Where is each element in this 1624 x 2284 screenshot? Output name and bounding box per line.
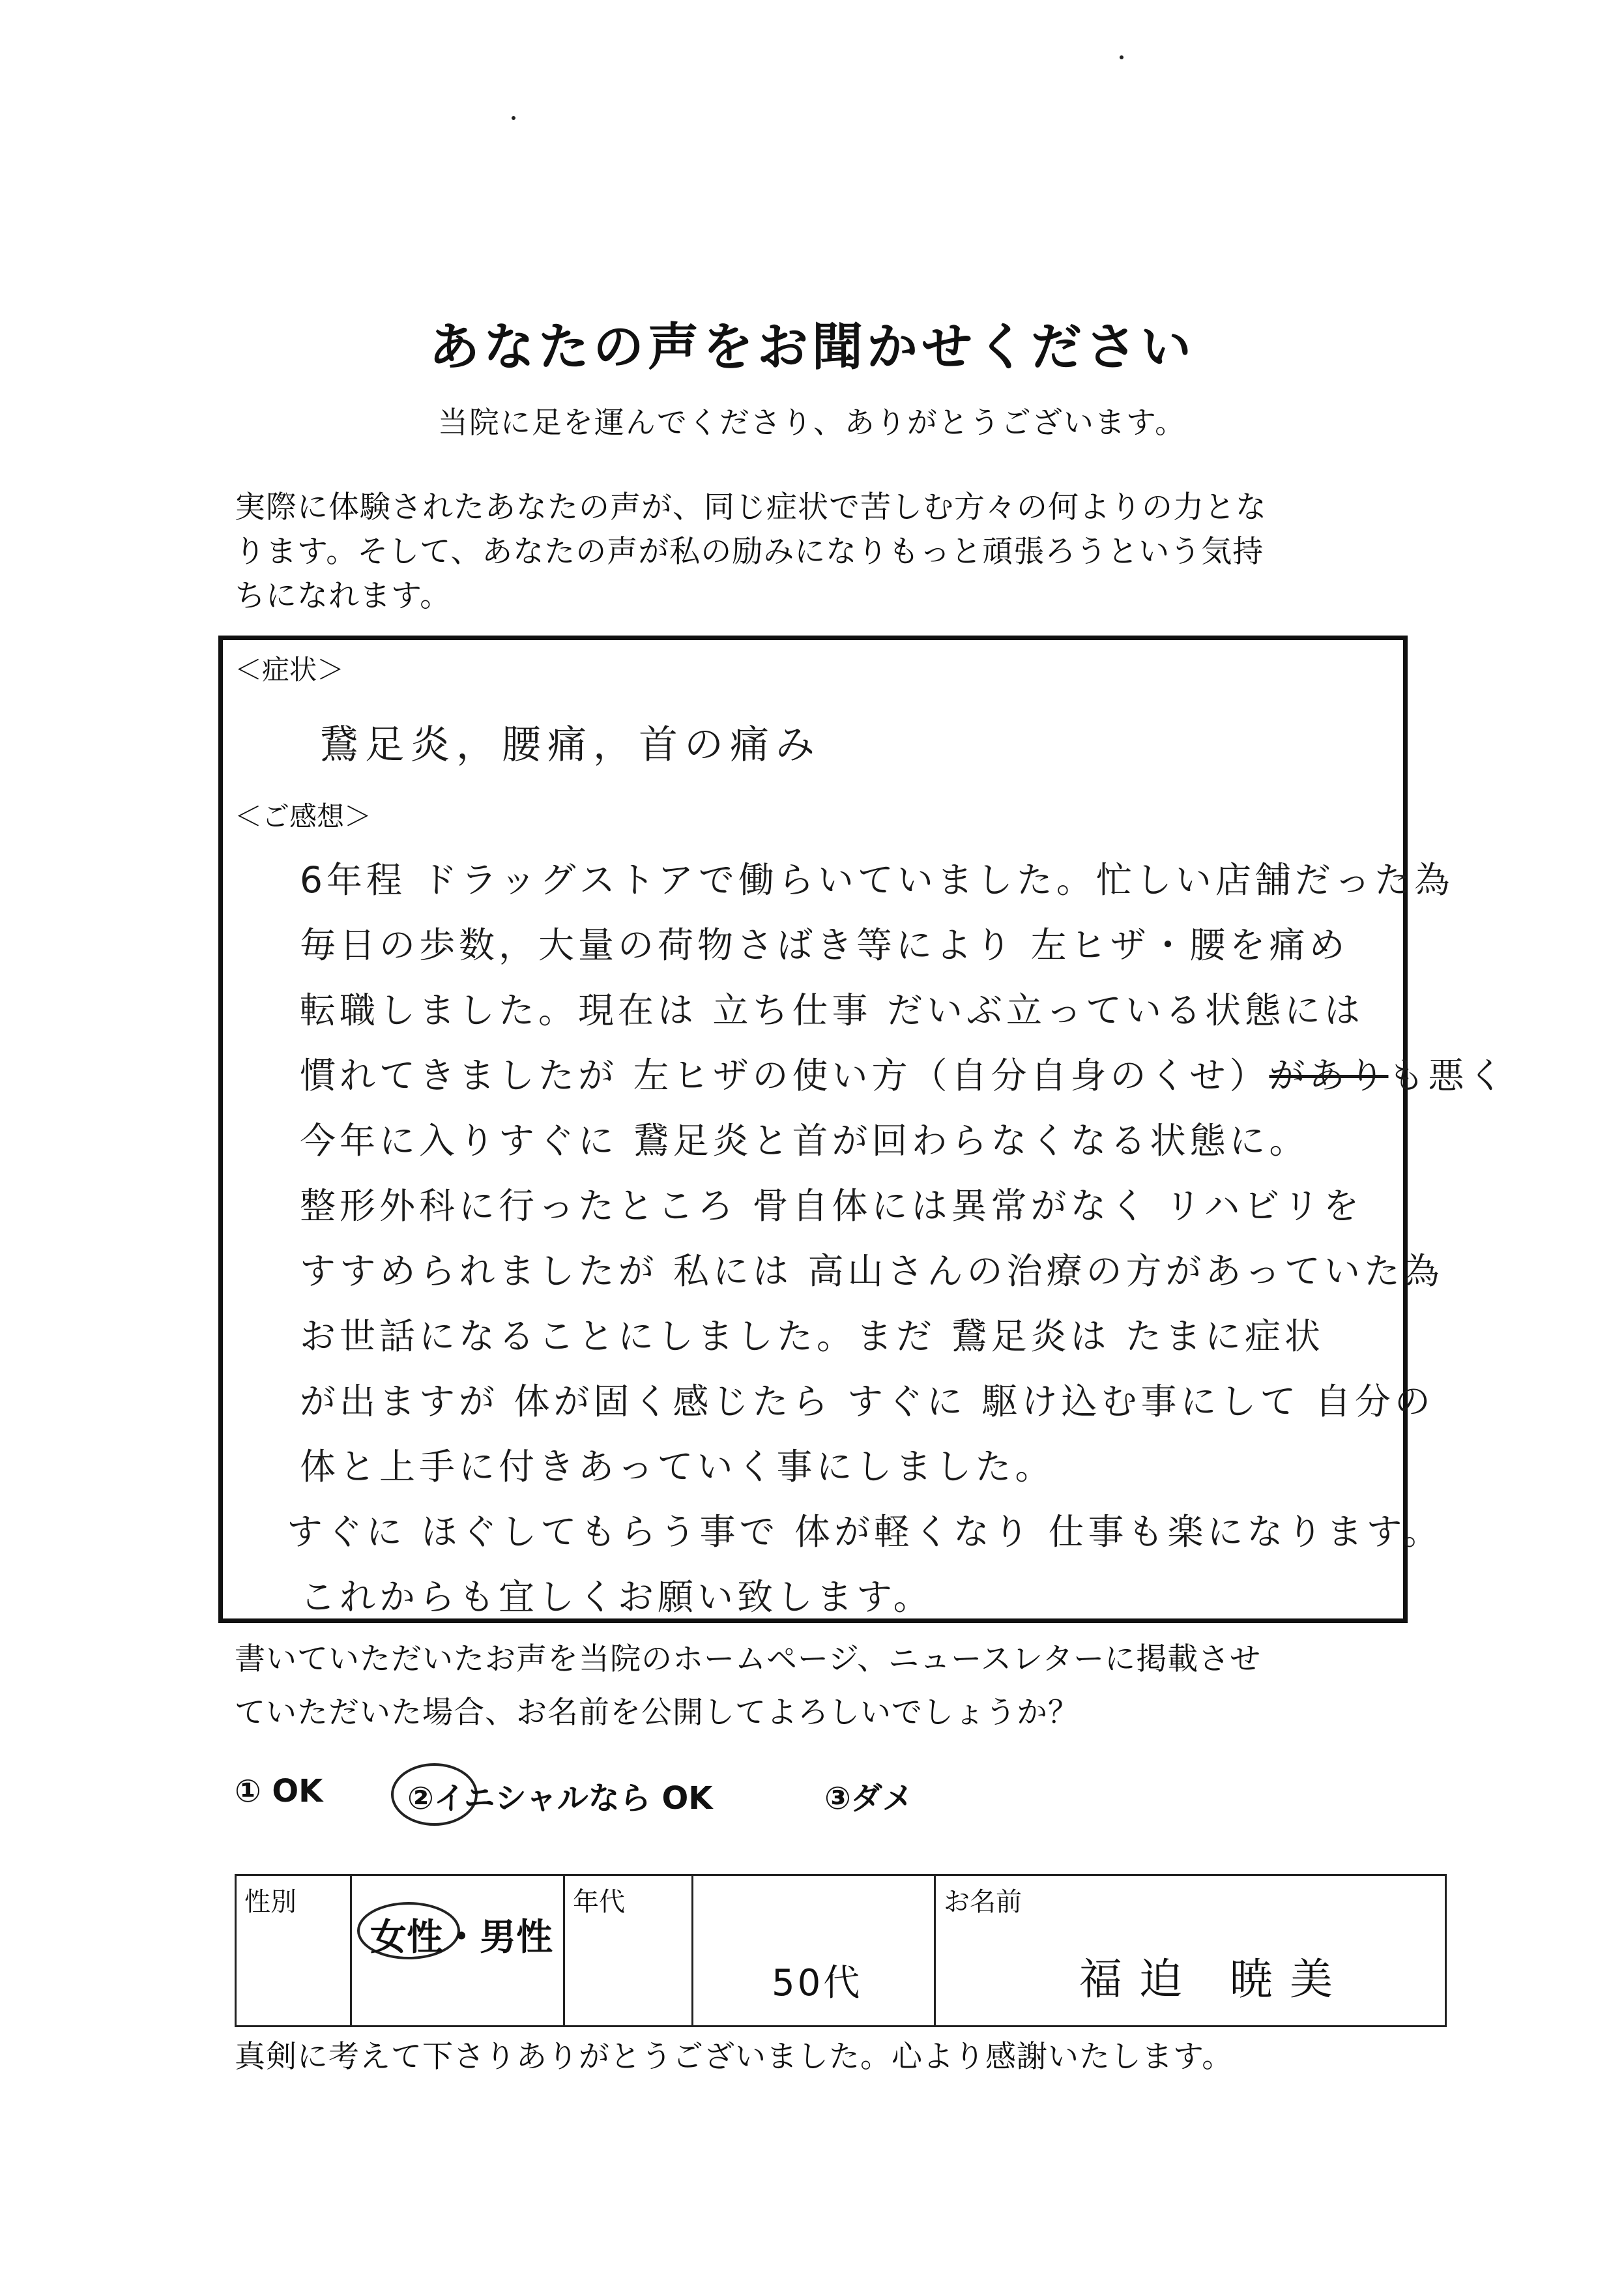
impressions-line: すすめられましたが 私には 高山さんの治療の方があっていた為	[300, 1250, 1443, 1292]
scan-speck	[1120, 55, 1124, 59]
symptoms-text: 鵞足炎，腰痛，首の痛み	[319, 722, 821, 768]
gender-separator: ・	[443, 1916, 480, 1959]
consent-question	[235, 1633, 1473, 1740]
impressions-line-text: 慣れてきましたが 左ヒザの使い方（自分自身のくせ）	[300, 1055, 1269, 1096]
consent-line: 書いていただいたお声を当院のホームページ、ニュースレターに掲載させ	[235, 1641, 1262, 1677]
consent-line: ていただいた場合、お名前を公開してよろしいでしょうか？	[235, 1695, 1079, 1731]
gender-label: 性別	[244, 1887, 297, 1917]
page-subtitle: 当院に足を運んでくださり、ありがとうございます。	[437, 405, 1187, 440]
impressions-line-text: も悪く	[1388, 1055, 1508, 1096]
age-label: 年代	[573, 1887, 625, 1917]
gender-female[interactable]: 女性	[370, 1916, 443, 1959]
age-value: 50代	[772, 1962, 863, 2004]
intro-line: ちになれます。	[235, 578, 452, 614]
gender-male[interactable]: 男性	[480, 1916, 553, 1959]
age-value-cell	[693, 1875, 935, 2027]
impressions-line: 体と上手に付きあっていく事にしました。	[300, 1446, 1055, 1487]
age-label-cell	[564, 1875, 693, 2027]
gender-cell	[351, 1875, 564, 2027]
impressions-line: が出ますが 体が固く感じたら すぐに 駆け込む事にして 自分の	[300, 1381, 1434, 1422]
impressions-line	[300, 1043, 1508, 1108]
intro-line: 実際に体験されたあなたの声が、同じ症状で苦しむ方々の何よりの力とな	[235, 490, 1267, 525]
name-label: お名前	[944, 1887, 1022, 1917]
gender-options	[370, 1909, 553, 1961]
footer-thanks: 真剣に考えて下さりありがとうございました。心より感謝いたします。	[235, 2039, 1234, 2075]
impressions-line: 毎日の歩数，大量の荷物さばき等により 左ヒザ・腰を痛め	[300, 924, 1349, 966]
impressions-line: 今年に入りすぐに 鵞足炎と首が回わらなくなる状態に。	[300, 1120, 1309, 1162]
name-value: 福迫 暁美	[1079, 1954, 1350, 2004]
page-title: あなたの声をお聞かせください	[428, 318, 1195, 377]
gender-label-cell	[236, 1875, 351, 2027]
impressions-line: 整形外科に行ったところ 骨自体には異常がなく リハビリを	[300, 1185, 1363, 1227]
symptoms-label: ＜症状＞	[235, 654, 345, 686]
impressions-text	[287, 847, 1508, 1630]
name-cell	[935, 1875, 1446, 2027]
consent-option-no[interactable]: ③ダメ	[824, 1780, 914, 1817]
impressions-label: ＜ご感想＞	[235, 800, 372, 832]
consent-option-ok[interactable]: ① OK	[235, 1773, 323, 1809]
info-table	[235, 1874, 1447, 2027]
consent-option-initials[interactable]: ②イニシャルなら OK	[407, 1780, 713, 1817]
intro-line: ります。そして、あなたの声が私の励みになりもっと頑張ろうという気持	[235, 534, 1264, 570]
impressions-line: 転職しました。現在は 立ち仕事 だいぶ立っている状態には	[300, 989, 1364, 1031]
struck-text: があり	[1269, 1055, 1389, 1096]
impressions-line: お世話になることにしました。まだ 鵞足炎は たまに症状	[300, 1315, 1324, 1357]
impressions-line: 6年程 ドラッグストアで働らいていました。忙しい店舗だった為	[300, 859, 1454, 901]
impressions-line: すぐに ほぐしてもらう事で 体が軽くなり 仕事も楽になります。	[287, 1511, 1443, 1553]
impressions-line: これからも宜しくお願い致します。	[300, 1576, 933, 1618]
intro-paragraph	[235, 486, 1473, 619]
scan-speck	[512, 116, 515, 120]
